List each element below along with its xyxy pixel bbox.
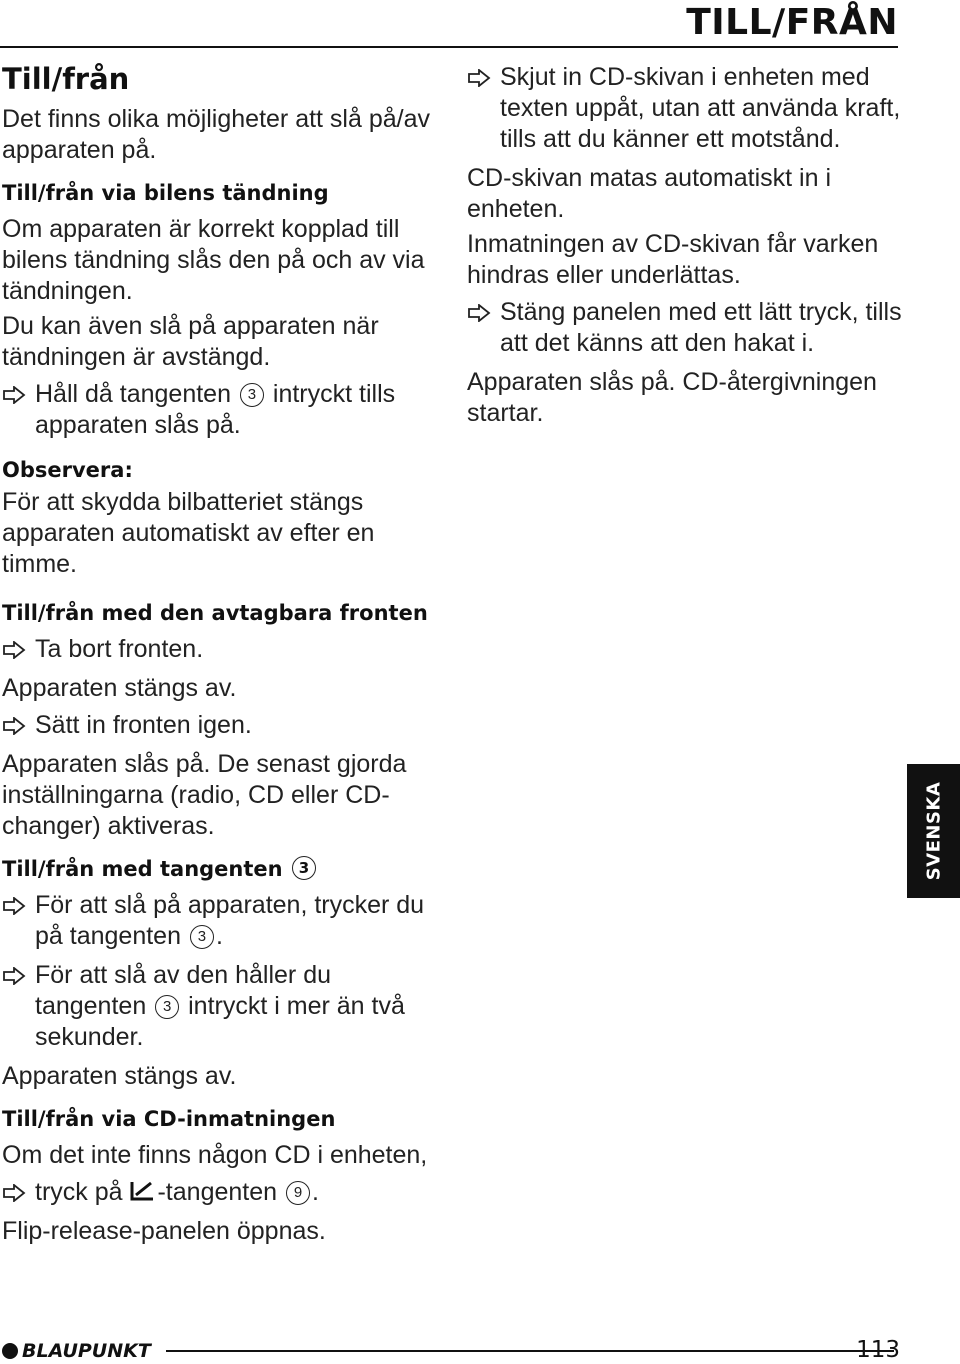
cd-bullet-mid: -tangenten [157,1178,278,1206]
insert-cd-text: Skjut in CD-skivan i enheten med texten uppåt, utan att använda kraft, tills att du känner ett motstånd. [500,63,901,153]
arrow-right-icon [2,641,26,659]
ignition-paragraph-2: Du kan även slå på apparaten när tändningen är avstängd. [2,312,379,371]
right-column [467,62,907,433]
note-text: För att skydda bilbatteriet stängs apparaten automatiskt av efter en timme. [2,488,375,578]
front-paragraph-2: Apparaten slås på. De senast gjorda inställningarna (radio, CD eller CD-changer) aktiveras. [2,750,407,840]
brand-name: BLAUPUNKT [22,1340,151,1362]
close-panel-bullet [467,297,907,359]
ignition-paragraph-1: Om apparaten är korrekt kopplad till bilens tändning slås den på och av via tändningen. [2,215,425,305]
arrow-right-icon [467,304,491,322]
footer-rule [166,1350,894,1352]
intro-paragraph: Det finns olika möjligheter att slå på/av apparaten på. [2,105,430,164]
subheading-ignition: Till/från via bilens tändning [2,181,329,205]
key-3-icon: 3 [240,383,264,407]
subheading-front: Till/från med den avtagbara fronten [2,601,428,625]
key-bullet-2 [2,960,442,1053]
arrow-right-icon [467,69,491,87]
key-3-icon: 3 [292,856,316,880]
cd-paragraph-2: Flip-release-panelen öppnas. [2,1217,326,1245]
page-header-title: TILL/FRÅN [686,2,898,43]
subheading-key [2,854,442,884]
subheading-cd: Till/från via CD-inmatningen [2,1107,336,1131]
language-tab-label: SVENSKA [923,781,944,881]
key-paragraph: Apparaten stängs av. [2,1062,237,1090]
brand-logo [2,1338,151,1364]
front-bullet-2 [2,710,442,741]
key-bullet-2-pre: För att slå av den håller du tangenten [35,961,331,1020]
arrow-right-icon [2,967,26,985]
note-title: Observera: [2,458,133,482]
right-paragraph-1: CD-skivan matas automatiskt in i enheten. [467,164,832,223]
front-bullet-1-text: Ta bort fronten. [35,635,204,663]
arrow-right-icon [2,1184,26,1202]
cd-bullet-post: . [311,1178,319,1206]
left-column [2,60,442,1251]
eject-icon [129,1179,157,1203]
header-rule [0,46,898,48]
arrow-right-icon [2,897,26,915]
language-tab [907,764,960,898]
arrow-right-icon [2,717,26,735]
insert-cd-bullet [467,62,907,155]
section-heading: Till/från [2,62,130,96]
logo-dot-icon [2,1343,18,1359]
subheading-key-text: Till/från med tangenten [2,857,283,881]
arrow-right-icon [2,386,26,404]
ignition-bullet-text-post: intryckt tills apparaten slås på. [35,380,396,439]
right-paragraph-2: Inmatningen av CD-skivan får varken hindras eller underlättas. [467,230,879,289]
front-bullet-1 [2,634,442,665]
key-3-icon: 3 [190,925,214,949]
right-paragraph-3: Apparaten slås på. CD-återgivningen startar. [467,368,877,427]
key-9-icon: 9 [286,1181,310,1205]
ignition-bullet-text-pre: Håll då tangenten [35,380,231,408]
front-paragraph-1: Apparaten stängs av. [2,674,237,702]
page-number: 113 [856,1337,900,1363]
cd-paragraph-1: Om det inte finns någon CD i enheten, [2,1141,428,1169]
cd-bullet [2,1177,442,1208]
key-bullet-1 [2,890,442,952]
key-3-icon: 3 [155,995,179,1019]
key-bullet-2-post: intryckt i mer än två sekunder. [35,992,405,1051]
key-bullet-1-post: . [215,922,223,950]
front-bullet-2-text: Sätt in fronten igen. [35,711,252,739]
key-bullet-1-pre: För att slå på apparaten, trycker du på tangenten [35,891,425,950]
close-panel-text: Stäng panelen med ett lätt tryck, tills att det känns att den hakat i. [500,298,902,357]
cd-bullet-pre: tryck på [35,1178,123,1206]
ignition-bullet [2,379,442,441]
